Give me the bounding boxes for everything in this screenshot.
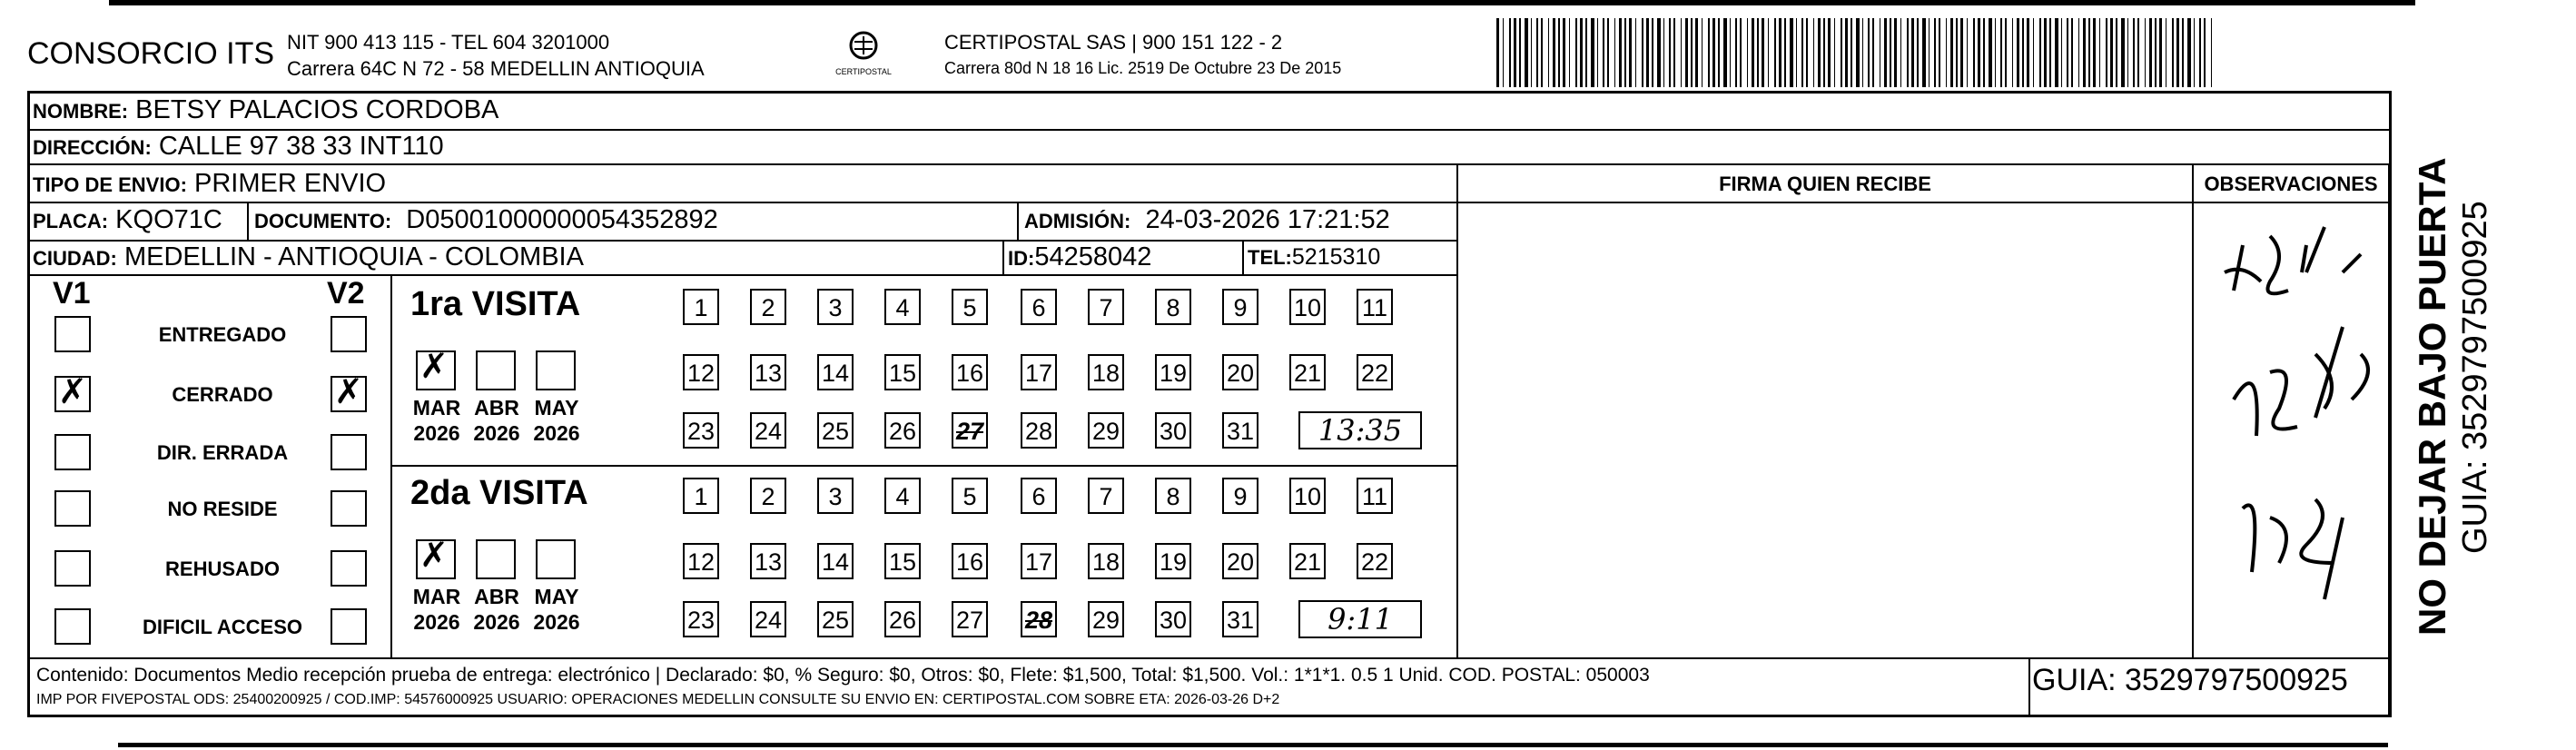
footer-divider (27, 657, 2392, 659)
month-year: 2026 (533, 421, 580, 445)
day-box[interactable]: 14 (817, 354, 854, 390)
bottom-border (118, 743, 2388, 747)
day-box[interactable]: 16 (952, 543, 988, 579)
col-divider (1456, 163, 1458, 657)
barcode-bar (2000, 18, 2002, 87)
month-label: ABR (474, 585, 519, 608)
barcode-bar (1967, 18, 1968, 87)
barcode-bar (1946, 18, 1947, 87)
company-name: CONSORCIO ITS (27, 36, 275, 71)
row-divider (27, 129, 2392, 131)
status-label: ENTREGADO (158, 323, 287, 346)
day-box[interactable]: 7 (1088, 289, 1124, 325)
month-label: MAR (412, 396, 461, 419)
day-box[interactable]: 5 (952, 478, 988, 514)
barcode-bar (1681, 18, 1682, 87)
barcode-bar (1774, 18, 1776, 87)
barcode-bar (2039, 18, 2041, 87)
day-box[interactable]: 29 (1088, 412, 1124, 449)
day-box[interactable]: 19 (1155, 354, 1191, 390)
day-box[interactable]: 9 (1222, 289, 1258, 325)
v2-checkbox-no-reside[interactable] (331, 490, 367, 527)
barcode-bar (1629, 18, 1632, 87)
tel-value: 5215310 (1291, 244, 1381, 270)
barcode-bar (1531, 18, 1532, 87)
day-box[interactable]: 11 (1357, 289, 1393, 325)
day-box[interactable]: 18 (1088, 354, 1124, 390)
barcode-bar (1569, 18, 1570, 87)
company-info (287, 29, 705, 82)
barcode-bar (1735, 18, 1737, 87)
barcode-bar (2137, 18, 2139, 87)
v2-label: V2 (327, 276, 365, 311)
day-box[interactable]: 27 (952, 412, 988, 449)
barcode-bar (2110, 18, 2113, 87)
ciudad-value: MEDELLIN - ANTIOQUIA - COLOMBIA (123, 242, 584, 271)
status-label: DIFICIL ACCESO (142, 616, 302, 638)
day-box[interactable]: 27 (952, 601, 988, 637)
barcode-bar (1983, 18, 1985, 87)
barcode-bar (1607, 18, 1609, 87)
day-box[interactable]: 31 (1222, 412, 1258, 449)
row-divider (27, 202, 2392, 203)
visit-time: 13:35 (1298, 411, 1422, 449)
barcode-bar (1519, 18, 1521, 87)
day-box[interactable]: 17 (1021, 543, 1057, 579)
barcode-bar (2083, 18, 2086, 87)
firma-header: FIRMA QUIEN RECIBE (1719, 173, 1931, 195)
direccion-value: CALLE 97 38 33 INT110 (158, 132, 444, 161)
address-line: Carrera 64C N 72 - 58 MEDELLIN ANTIOQUIA (287, 57, 705, 80)
day-box[interactable]: 30 (1155, 412, 1191, 449)
day-box[interactable]: 28 (1021, 412, 1057, 449)
barcode-bar (1657, 18, 1661, 87)
visit-title: 1ra VISITA (410, 285, 581, 323)
barcode-bar (1591, 18, 1594, 87)
month-year: 2026 (413, 610, 460, 634)
day-box[interactable]: 23 (683, 412, 719, 449)
admision-value: 24-03-2026 17:21:52 (1145, 205, 1390, 234)
barcode-bar (1762, 18, 1764, 87)
barcode-bar (1646, 18, 1649, 87)
barcode-bar (1934, 18, 1936, 87)
barcode-bar (1509, 18, 1511, 87)
documento-value: D05001000000054352892 (406, 205, 718, 234)
barcode-bar (1691, 18, 1693, 87)
barcode-bar (2099, 18, 2100, 87)
day-box[interactable]: 2 (750, 289, 786, 325)
barcode-bar (1784, 18, 1786, 87)
month-checkbox-abr[interactable] (476, 539, 516, 579)
day-box[interactable]: 2 (750, 478, 786, 514)
barcode-bar (2145, 18, 2146, 87)
documento-row: DOCUMENTO: D05001000000054352892 (254, 205, 718, 234)
carrier-address: Carrera 80d N 18 16 Lic. 2519 De Octubre 23 De 2015 (944, 59, 1342, 77)
month-checkbox-abr[interactable] (476, 350, 516, 390)
day-box[interactable]: 8 (1155, 289, 1191, 325)
v2-checkbox-entregado[interactable] (331, 316, 367, 352)
month-checkbox-mar[interactable] (416, 539, 456, 579)
barcode-bar (1514, 18, 1516, 87)
barcode-bar (1757, 18, 1759, 87)
side-guia: GUIA: 3529797500925 (2456, 201, 2494, 554)
day-box[interactable]: 16 (952, 354, 988, 390)
col-divider (1242, 240, 1244, 274)
barcode-bar (1580, 18, 1583, 87)
barcode-bar (1718, 18, 1720, 87)
barcode-bar (2155, 18, 2157, 87)
col-divider (2192, 163, 2194, 657)
day-box[interactable]: 14 (817, 543, 854, 579)
placa-value: KQO71C (115, 205, 222, 234)
barcode-bar (1900, 18, 1901, 87)
logo-text: CERTIPOSTAL (835, 67, 892, 76)
day-box[interactable]: 12 (683, 543, 719, 579)
barcode-bar (1907, 18, 1909, 87)
barcode-bar (1708, 18, 1710, 87)
placa-row: PLACA: KQO71C (33, 205, 222, 234)
day-box[interactable]: 8 (1155, 478, 1191, 514)
barcode-bar (1548, 18, 1549, 87)
barcode-bar (1669, 18, 1671, 87)
day-box[interactable]: 20 (1222, 543, 1258, 579)
day-box[interactable]: 24 (750, 601, 786, 637)
month-checkbox-may[interactable] (536, 539, 576, 579)
barcode-bar (1806, 18, 1808, 87)
barcode-bar (1779, 18, 1781, 87)
barcode-bar (1525, 18, 1528, 87)
month-year: 2026 (413, 421, 460, 445)
col-divider (1017, 202, 1019, 240)
footer-content-line: Contenido: Documentos Medio recepción prueba de entrega: electrónico | Declarado: $0, % Seguro: $0, Otros: $0, Flete: $1,500, Total: $1,500. Vol.: 1*1*1. 0.5 1 Unid. COD. POSTAL: 050003 (36, 665, 1650, 686)
barcode-bar (2116, 18, 2117, 87)
day-box[interactable]: 10 (1289, 289, 1326, 325)
barcode-bar (1845, 18, 1848, 87)
barcode-bar (1868, 18, 1870, 87)
id-row: ID:54258042 (1008, 242, 1152, 271)
day-box[interactable]: 21 (1289, 354, 1326, 390)
barcode-bar (2211, 18, 2212, 87)
barcode-bar (2172, 18, 2174, 87)
barcode-bar (1960, 18, 1963, 87)
col-divider (1002, 240, 1004, 274)
barcode-bar (1673, 18, 1675, 87)
row-divider (27, 163, 2392, 165)
barcode-bar (1922, 18, 1926, 87)
col-divider (247, 202, 249, 240)
day-box[interactable]: 10 (1289, 478, 1326, 514)
barcode-bar (1929, 18, 1930, 87)
nit-line: NIT 900 413 115 - TEL 604 3201000 (287, 31, 610, 54)
barcode-bar (1841, 18, 1842, 87)
status-label: NO RESIDE (167, 498, 278, 520)
barcode-icon (1496, 18, 2221, 87)
barcode-bar (1652, 18, 1653, 87)
barcode-bar (1575, 18, 1577, 87)
day-box[interactable]: 25 (817, 412, 854, 449)
day-box[interactable]: 1 (683, 289, 719, 325)
barcode-bar (1663, 18, 1664, 87)
ciudad-row: CIUDAD: MEDELLIN - ANTIOQUIA - COLOMBIA (33, 242, 584, 271)
day-box[interactable]: 18 (1088, 543, 1124, 579)
day-box[interactable]: 7 (1088, 478, 1124, 514)
day-box[interactable]: 26 (884, 601, 921, 637)
tipo-envio-row: TIPO DE ENVIO: PRIMER ENVIO (33, 169, 387, 198)
day-box[interactable]: 25 (817, 601, 854, 637)
visit-title: 2da VISITA (410, 474, 588, 512)
day-box[interactable]: 6 (1021, 478, 1057, 514)
barcode-bar (1553, 18, 1555, 87)
barcode-bar (1685, 18, 1688, 87)
barcode-bar (1911, 18, 1914, 87)
day-box[interactable]: 21 (1289, 543, 1326, 579)
barcode-bar (2005, 18, 2007, 87)
barcode-bar (2106, 18, 2107, 87)
barcode-bar (2182, 18, 2184, 87)
barcode-bar (1702, 18, 1703, 87)
x-check-mark: ✗ (58, 373, 87, 411)
carrier-info (944, 29, 1341, 82)
day-box[interactable]: 5 (952, 289, 988, 325)
barcode-bar (1917, 18, 1919, 87)
barcode-bar (1752, 18, 1754, 87)
month-label: MAY (534, 585, 579, 608)
col-divider (2388, 163, 2390, 715)
v1-checkbox-dificil-acceso[interactable] (54, 608, 91, 645)
barcode-bar (1790, 18, 1793, 87)
day-box[interactable]: 22 (1357, 354, 1393, 390)
day-box[interactable]: 26 (884, 412, 921, 449)
barcode-bar (2067, 18, 2068, 87)
v1-label: V1 (53, 276, 91, 311)
barcode-bar (1872, 18, 1874, 87)
day-box[interactable]: 15 (884, 354, 921, 390)
observaciones-header: OBSERVACIONES (2204, 173, 2378, 195)
day-box[interactable]: 30 (1155, 601, 1191, 637)
barcode-bar (1796, 18, 1797, 87)
month-checkbox-mar[interactable] (416, 350, 456, 390)
day-box[interactable]: 31 (1222, 601, 1258, 637)
barcode-bar (2149, 18, 2152, 87)
col-divider (2028, 657, 2030, 715)
barcode-bar (1978, 18, 1980, 87)
barcode-bar (2033, 18, 2034, 87)
barcode-bar (1823, 18, 1825, 87)
month-label: MAY (534, 396, 579, 419)
admision-row: ADMISIÓN: 24-03-2026 17:21:52 (1024, 205, 1390, 234)
barcode-bar (1740, 18, 1742, 87)
month-year: 2026 (473, 421, 520, 445)
day-box[interactable]: 6 (1021, 289, 1057, 325)
barcode-bar (1950, 18, 1953, 87)
day-box[interactable]: 4 (884, 478, 921, 514)
barcode-bar (1730, 18, 1731, 87)
barcode-bar (2044, 18, 2047, 87)
barcode-bar (2071, 18, 2073, 87)
day-box[interactable]: 15 (884, 543, 921, 579)
barcode-bar (1614, 18, 1615, 87)
barcode-bar (2121, 18, 2125, 87)
footer-guia: GUIA: 3529797500925 (2032, 663, 2348, 697)
day-box[interactable]: 24 (750, 412, 786, 449)
month-checkbox-may[interactable] (536, 350, 576, 390)
carrier-line: CERTIPOSTAL SAS | 900 151 122 - 2 (944, 31, 1283, 54)
v1-checkbox-rehusado[interactable] (54, 550, 91, 587)
footer-print-line: IMP POR FIVEPOSTAL ODS: 25400200925 / COD.IMP: 54576000925 USUARIO: OPERACIONES MEDELLIN CONSULTE SU ENVIO EN: CERTIPOSTAL.COM SOBRE ETA: 2026-03-26 D+2 (36, 692, 1280, 707)
barcode-bar (2093, 18, 2096, 87)
id-value: 54258042 (1034, 242, 1152, 271)
barcode-bar (2017, 18, 2019, 87)
day-box[interactable]: 13 (750, 354, 786, 390)
barcode-bar (1989, 18, 1992, 87)
barcode-bar (1603, 18, 1604, 87)
x-check-mark: ✗ (334, 373, 363, 411)
barcode-bar (1558, 18, 1560, 87)
v1-checkbox-entregado[interactable] (54, 316, 91, 352)
v1-checkbox-no-reside[interactable] (54, 490, 91, 527)
day-box[interactable]: 17 (1021, 354, 1057, 390)
barcode-bar (2194, 18, 2195, 87)
barcode-bar (1834, 18, 1835, 87)
barcode-bar (2187, 18, 2191, 87)
barcode-bar (1536, 18, 1538, 87)
day-box[interactable]: 3 (817, 478, 854, 514)
barcode-bar (1828, 18, 1831, 87)
barcode-bar (1619, 18, 1622, 87)
barcode-bar (1597, 18, 1598, 87)
barcode-bar (1884, 18, 1887, 87)
day-box[interactable]: 4 (884, 289, 921, 325)
barcode-bar (2022, 18, 2024, 87)
top-border (109, 0, 2415, 5)
barcode-bar (1768, 18, 1769, 87)
barcode-bar (2133, 18, 2135, 87)
v2-checkbox-dificil-acceso[interactable] (331, 608, 367, 645)
barcode-bar (1862, 18, 1863, 87)
day-box[interactable]: 11 (1357, 478, 1393, 514)
barcode-bar (2176, 18, 2179, 87)
day-box[interactable]: 20 (1222, 354, 1258, 390)
v1-checkbox-cerrado[interactable] (54, 373, 91, 412)
barcode-bar (1939, 18, 1940, 87)
barcode-bar (1503, 18, 1504, 87)
status-label: REHUSADO (165, 558, 280, 580)
day-box[interactable]: 29 (1088, 601, 1124, 637)
day-box[interactable]: 3 (817, 289, 854, 325)
v2-checkbox-dir-errada[interactable] (331, 434, 367, 470)
barcode-bar (2088, 18, 2090, 87)
barcode-bar (1747, 18, 1748, 87)
barcode-bar (2199, 18, 2201, 87)
month-year: 2026 (533, 610, 580, 634)
month-label: MAR (412, 585, 461, 608)
barcode-bar (1635, 18, 1636, 87)
handwritten-signature (2206, 218, 2388, 636)
day-box[interactable]: 23 (683, 601, 719, 637)
visit-divider (390, 465, 1458, 467)
barcode-bar (2127, 18, 2128, 87)
x-check-mark: ✗ (419, 348, 449, 386)
barcode-bar (1801, 18, 1803, 87)
v1-checkbox-dir-errada[interactable] (54, 434, 91, 470)
barcode-bar (1813, 18, 1814, 87)
barcode-bar (1851, 18, 1852, 87)
nombre-value: BETSY PALACIOS CORDOBA (135, 95, 499, 124)
barcode-bar (1890, 18, 1891, 87)
barcode-bar (2159, 18, 2162, 87)
status-label: CERRADO (172, 383, 273, 406)
barcode-bar (1541, 18, 1543, 87)
barcode-bar (1585, 18, 1587, 87)
tel-row: TEL:5215310 (1248, 244, 1381, 270)
barcode-bar (1723, 18, 1727, 87)
day-box[interactable]: 22 (1357, 543, 1393, 579)
day-box[interactable]: 9 (1222, 478, 1258, 514)
barcode-bar (1995, 18, 1996, 87)
tipo-envio-value: PRIMER ENVIO (193, 169, 387, 198)
barcode-bar (1818, 18, 1821, 87)
barcode-bar (2061, 18, 2062, 87)
barcode-bar (1496, 18, 1499, 87)
day-box[interactable]: 12 (683, 354, 719, 390)
visit-time: 9:11 (1298, 600, 1422, 638)
barcode-bar (1856, 18, 1860, 87)
x-check-mark: ✗ (419, 537, 449, 575)
barcode-bar (1973, 18, 1975, 87)
barcode-bar (2049, 18, 2051, 87)
barcode-bar (2204, 18, 2206, 87)
no-dejar-warning: NO DEJAR BAJO PUERTA (2411, 157, 2453, 636)
barcode-bar (2012, 18, 2013, 87)
day-box[interactable]: 13 (750, 543, 786, 579)
direccion-row: DIRECCIÓN: CALLE 97 38 33 INT110 (33, 132, 444, 161)
barcode-bar (1712, 18, 1715, 87)
status-label: DIR. ERRADA (156, 441, 289, 464)
barcode-bar (1563, 18, 1565, 87)
barcode-bar (1624, 18, 1626, 87)
day-box[interactable]: 1 (683, 478, 719, 514)
day-box[interactable]: 19 (1155, 543, 1191, 579)
barcode-bar (2027, 18, 2029, 87)
barcode-bar (1642, 18, 1643, 87)
nombre-row: NOMBRE: BETSY PALACIOS CORDOBA (33, 95, 499, 124)
v2-checkbox-rehusado[interactable] (331, 550, 367, 587)
barcode-bar (1956, 18, 1958, 87)
row-divider (27, 274, 1458, 276)
v2-checkbox-cerrado[interactable] (331, 373, 367, 412)
day-box[interactable]: 28 (1021, 601, 1057, 637)
month-label: ABR (474, 396, 519, 419)
barcode-bar (1695, 18, 1698, 87)
barcode-bar (1894, 18, 1897, 87)
month-year: 2026 (473, 610, 520, 634)
barcode-bar (2078, 18, 2079, 87)
col-divider (390, 274, 392, 657)
certipostal-logo-icon (832, 27, 895, 84)
barcode-bar (2055, 18, 2058, 87)
